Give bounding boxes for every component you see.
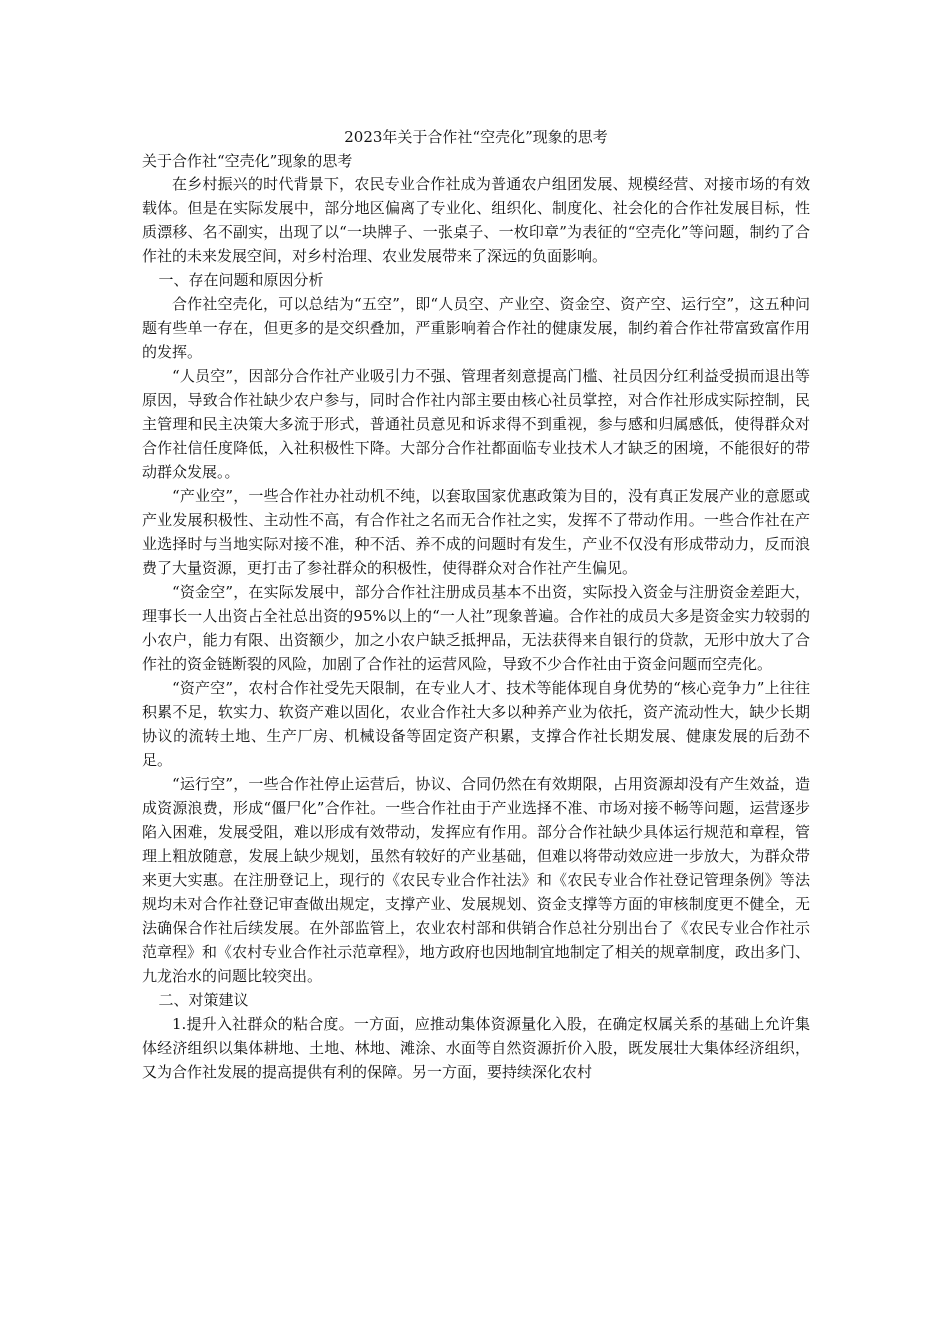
paragraph-five-empties: 合作社空壳化，可以总结为“五空”，即“人员空、产业空、资金空、资产空、运行空”，这五种问题有些单一存在，但更多的是交织叠加，严重影响着合作社的健康发展，制约着合作社带富致富作用的发挥。 xyxy=(142,295,810,361)
paragraph-suggestion-1: 1.提升入社群众的粘合度。一方面，应推动集体资源量化入股，在确定权属关系的基础上允许集体经济组织以集体耕地、土地、林地、滩涂、水面等自然资源折价入股，既发展壮大集体经济组织，又为合作社发展的提高提供有利的保障。另一方面，要持续深化农村 xyxy=(142,1015,810,1081)
section-heading-problems: 一、存在问题和原因分析 xyxy=(158,271,324,289)
paragraph-funds-empty: “资金空”，在实际发展中，部分合作社注册成员基本不出资，实际投入资金与注册资金差距大，理事长一人出资占全社总出资的95%以上的“一人社”现象普遍。合作社的成员大多是资金实力较弱的小农户，能力有限、出资额少，加之小农户缺乏抵押品，无法获得来自银行的贷款，无形中放大了合作社的资金链断裂的风险，加剧了合作社的运营风险，导致不少合作社由于资金问题而空壳化。 xyxy=(142,583,810,673)
paragraph-assets-empty: “资产空”，农村合作社受先天限制，在专业人才、技术等能体现自身优势的“核心竞争力”上往往积累不足，软实力、软资产难以固化，农业合作社大多以种养产业为依托，资产流动性大，缺少长期协议的流转土地、生产厂房、机械设备等固定资产积累，支撑合作社长期发展、健康发展的后劲不足。 xyxy=(142,679,810,769)
paragraph-intro: 在乡村振兴的时代背景下，农民专业合作社成为普通农户组团发展、规模经营、对接市场的有效载体。但是在实际发展中，部分地区偏离了专业化、组织化、制度化、社会化的合作社发展目标，性质漂移、名不副实，出现了以“一块牌子、一张桌子、一枚印章”为表征的“空壳化”等问题，制约了合作社的未来发展空间，对乡村治理、农业发展带来了深远的负面影响。 xyxy=(142,175,810,265)
document-subtitle: 关于合作社“空壳化”现象的思考 xyxy=(142,152,353,170)
paragraph-operation-empty: “运行空”，一些合作社停止运营后，协议、合同仍然在有效期限，占用资源却没有产生效益，造成资源浪费，形成“僵尸化”合作社。一些合作社由于产业选择不准、市场对接不畅等问题，运营逐步陷入困难，发展受阻，难以形成有效带动，发挥应有作用。部分合作社缺少具体运行规范和章程，管理上粗放随意，发展上缺少规划，虽然有较好的产业基础，但难以将带动效应进一步放大，为群众带来更大实惠。在注册登记上，现行的《农民专业合作社法》和《农民专业合作社登记管理条例》等法规均未对合作社登记审查做出规定，支撑产业、发展规划、资金支撑等方面的审核制度更不健全，无法确保合作社后续发展。在外部监管上，农业农村部和供销合作总社分别出台了《农民专业合作社示范章程》和《农村专业合作社示范章程》，地方政府也因地制宜地制定了相关的规章制度，政出多门、九龙治水的问题比较突出。 xyxy=(142,775,810,985)
section-heading-suggestions: 二、对策建议 xyxy=(158,991,249,1009)
document-page xyxy=(142,126,810,1084)
paragraph-industry-empty: “产业空”，一些合作社办社动机不纯，以套取国家优惠政策为目的，没有真正发展产业的意愿或产业发展积极性、主动性不高，有合作社之名而无合作社之实，发挥不了带动作用。一些合作社在产业选择时与当地实际对接不准，种不活、养不成的问题时有发生，产业不仅没有形成带动力，反而浪费了大量资源，更打击了参社群众的积极性，使得群众对合作社产生偏见。 xyxy=(142,487,810,577)
paragraph-personnel-empty: “人员空”，因部分合作社产业吸引力不强、管理者刻意提高门槛、社员因分红利益受损而退出等原因，导致合作社缺少农户参与，同时合作社内部主要由核心社员掌控，对合作社形成实际控制，民主管理和民主决策大多流于形式，普通社员意见和诉求得不到重视，参与感和归属感低，使得群众对合作社信任度降低，入社积极性下降。大部分合作社都面临专业技术人才缺乏的困境，不能很好的带动群众发展。。 xyxy=(142,367,810,481)
document-title: 2023年关于合作社“空壳化”现象的思考 xyxy=(344,128,608,146)
